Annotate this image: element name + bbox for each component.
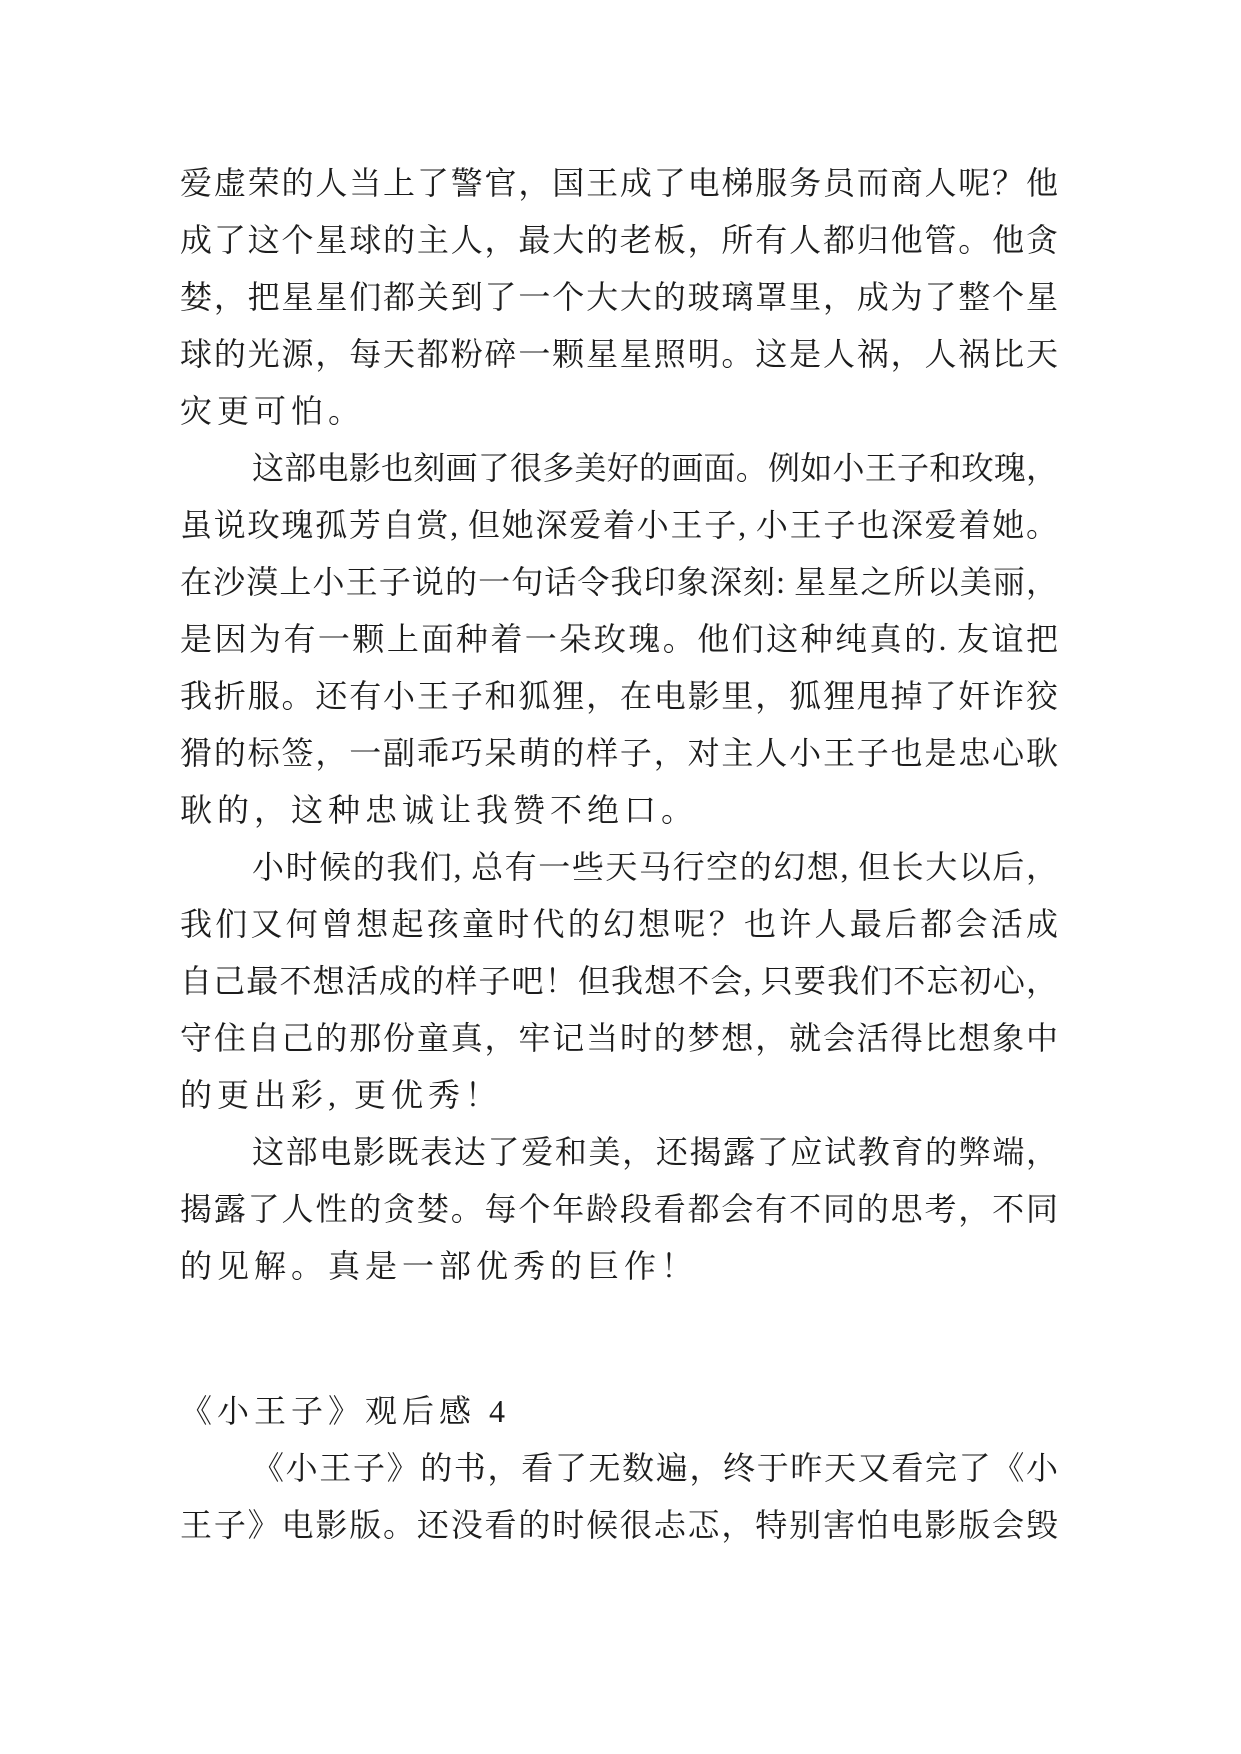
text-line: 猾的标签，一副乖巧呆萌的样子，对主人小王子也是忠心耿 bbox=[180, 735, 1058, 771]
text-line: 球的光源，每天都粉碎一颗星星照明。这是人祸，人祸比天 bbox=[180, 336, 1058, 372]
paragraph bbox=[180, 155, 1058, 440]
text-content bbox=[180, 155, 1058, 1554]
text-line: 这部电影既表达了爱和美，还揭露了应试教育的弊端， bbox=[252, 1134, 1058, 1170]
text-line: 的更出彩, 更优秀！ bbox=[180, 1077, 503, 1113]
paragraph bbox=[180, 440, 1058, 839]
text-line: 这部电影也刻画了很多美好的画面。例如小王子和玫瑰， bbox=[252, 450, 1058, 486]
text-line: 在沙漠上小王子说的一句话令我印象深刻: 星星之所以美丽， bbox=[180, 564, 1058, 600]
paragraph bbox=[180, 1440, 1058, 1554]
text-line: 的见解。真是一部优秀的巨作！ bbox=[180, 1248, 699, 1284]
text-line: 揭露了人性的贪婪。每个年龄段看都会有不同的思考，不同 bbox=[180, 1191, 1058, 1227]
paragraph bbox=[180, 1124, 1058, 1295]
text-line: 守住自己的那份童真，牢记当时的梦想，就会活得比想象中 bbox=[180, 1020, 1058, 1056]
paragraph bbox=[180, 839, 1058, 1124]
text-line: 爱虚荣的人当上了警官，国王成了电梯服务员而商人呢？他 bbox=[180, 165, 1058, 201]
text-line: 小时候的我们, 总有一些天马行空的幻想, 但长大以后， bbox=[252, 849, 1058, 885]
text-line: 《小王子》的书，看了无数遍，终于昨天又看完了《小 bbox=[252, 1450, 1058, 1486]
text-line: 灾更可怕。 bbox=[180, 393, 366, 429]
text-line: 婪，把星星们都关到了一个大大的玻璃罩里，成为了整个星 bbox=[180, 279, 1058, 315]
text-line: 王子》电影版。还没看的时候很忐忑，特别害怕电影版会毁 bbox=[180, 1507, 1058, 1543]
text-line: 虽说玫瑰孤芳自赏, 但她深爱着小王子, 小王子也深爱着她。 bbox=[180, 507, 1058, 543]
text-line: 我折服。还有小王子和狐狸，在电影里，狐狸甩掉了奸诈狡 bbox=[180, 678, 1058, 714]
text-line: 是因为有一颗上面种着一朵玫瑰。他们这种纯真的. 友谊把 bbox=[180, 621, 1058, 657]
text-line: 自己最不想活成的样子吧！但我想不会, 只要我们不忘初心， bbox=[180, 963, 1058, 999]
text-line: 成了这个星球的主人，最大的老板，所有人都归他管。他贪 bbox=[180, 222, 1058, 258]
heading-text: 《小王子》观后感 4 bbox=[180, 1393, 511, 1429]
text-line: 耿的，这种忠诚让我赞不绝口。 bbox=[180, 792, 699, 828]
section-heading bbox=[180, 1383, 1058, 1440]
text-line: 我们又何曾想起孩童时代的幻想呢？也许人最后都会活成 bbox=[180, 906, 1058, 942]
